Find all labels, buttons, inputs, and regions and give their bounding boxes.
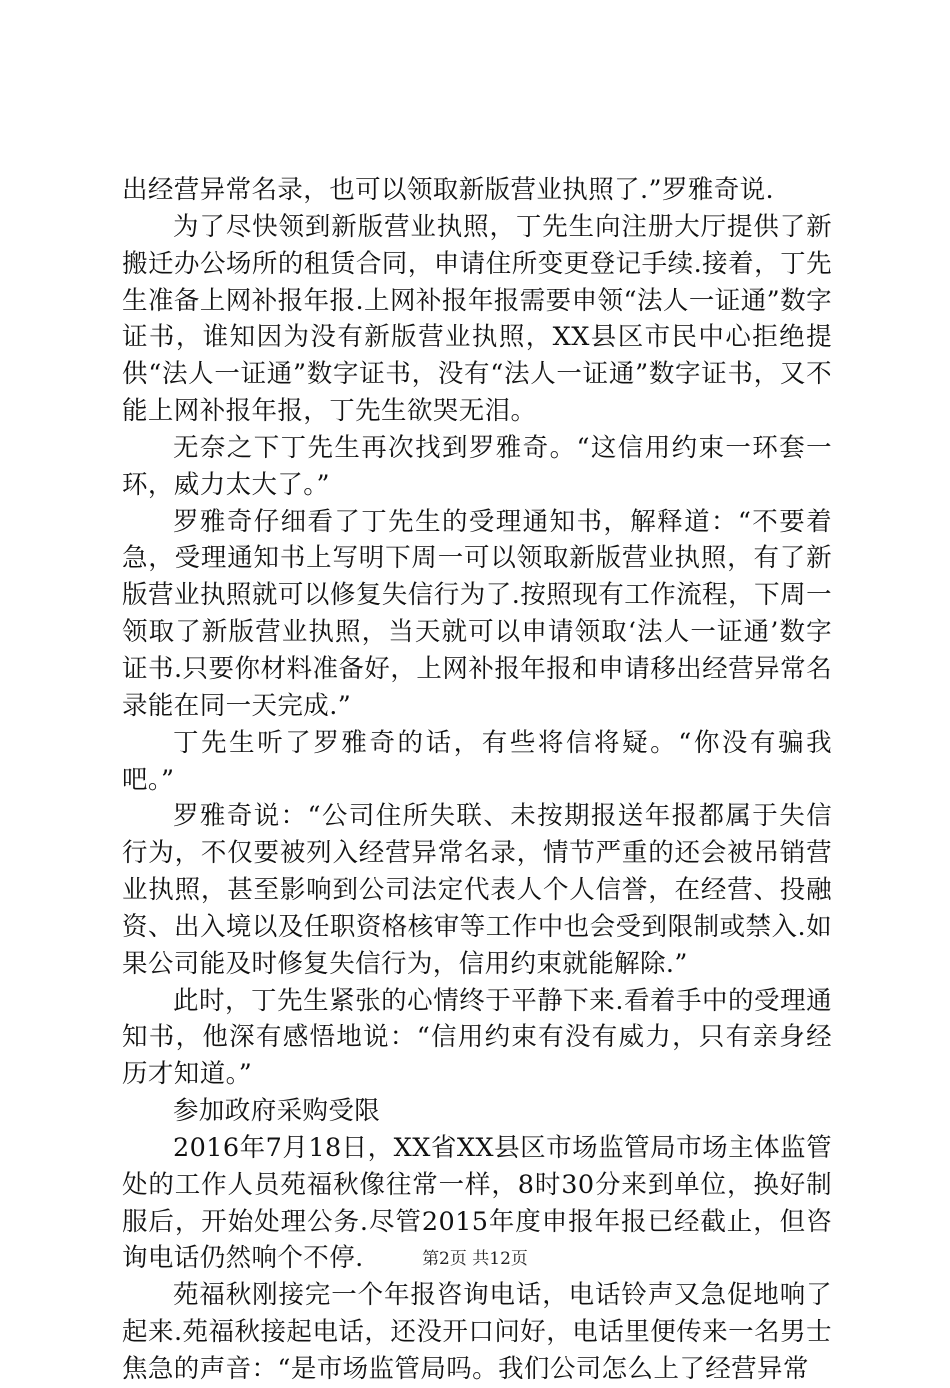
document-body (122, 172, 832, 1388)
paragraph: 苑福秋刚接完一个年报咨询电话，电话铃声又急促地响了起来.苑福秋接起电话，还没开口问好，电话里便传来一名男士焦急的声音：“是市场监管局吗。我们公司怎么上了经营异常 (122, 1280, 832, 1384)
section-heading: 参加政府采购受限 (173, 1096, 381, 1127)
paragraph: 2016年7月18日，XX省XX县区市场监管局市场主体监管处的工作人员苑福秋像往常一样，8时30分来到单位，换好制服后，开始处理公务.尽管2015年度申报年报已经截止，但咨询电话仍然响个不停. (122, 1132, 832, 1274)
paragraph: 无奈之下丁先生再次找到罗雅奇。“这信用约束一环套一环，威力太大了。” (122, 432, 832, 500)
paragraph: 出经营异常名录，也可以领取新版营业执照了.”罗雅奇说. (122, 175, 775, 205)
paragraph: 为了尽快领到新版营业执照，丁先生向注册大厅提供了新搬迁办公场所的租赁合同，申请住所变更登记手续.接着，丁先生准备上网补报年报.上网补报年报需要申领“法人一证通”数字证书，谁知因为没有新版营业执照，XX县区市民中心拒绝提供“法人一证通”数字证书，没有“法人一证通”数字证书，又不能上网补报年报，丁先生欲哭无泪。 (122, 211, 832, 427)
paragraph: 罗雅奇仔细看了丁先生的受理通知书，解释道：“不要着急，受理通知书上写明下周一可以领取新版营业执照，有了新版营业执照就可以修复失信行为了.按照现有工作流程，下周一领取了新版营业执照，当天就可以申请领取‘法人一证通’数字证书.只要你材料准备好，上网补报年报和申请移出经营异常名录能在同一天完成.” (122, 506, 832, 721)
paragraph: 此时，丁先生紧张的心情终于平静下来.看着手中的受理通知书，他深有感悟地说：“信用约束有没有威力，只有亲身经历才知道。” (122, 985, 832, 1090)
paragraph: 罗雅奇说：“公司住所失联、未按期报送年报都属于失信行为，不仅要被列入经营异常名录，情节严重的还会被吊销营业执照，甚至影响到公司法定代表人个人信誉，在经营、投融资、出入境以及任职资格核审等工作中也会受到限制或禁入.如果公司能及时修复失信行为，信用约束就能解除.” (122, 801, 832, 979)
paragraph: 丁先生听了罗雅奇的话，有些将信将疑。“你没有骗我吧。” (122, 727, 832, 795)
page-footer: 第2页 共12页 (422, 1249, 528, 1269)
